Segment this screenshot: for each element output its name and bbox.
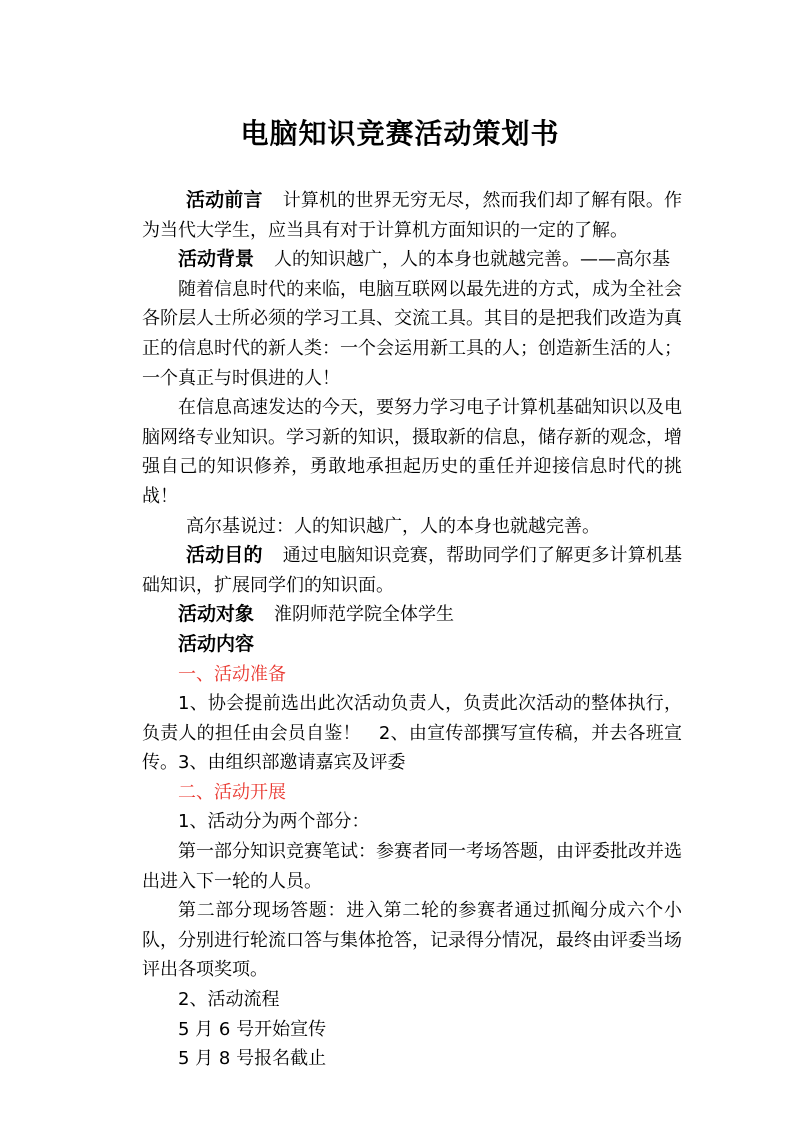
section2-item1: 1、活动分为两个部分： [178, 811, 370, 833]
section2-heading: 二、活动开展 [178, 781, 286, 803]
section1-heading: 一、活动准备 [178, 663, 286, 685]
preface-text: 计算机的世界无穷无尽，然而我们却了解有限。作为当代大学生，应当具有对于计算机方面知识的一定的了解。 [142, 190, 682, 241]
preface-paragraph [142, 186, 682, 245]
background-p1: 随着信息时代的来临，电脑互联网以最先进的方式，成为全社会各阶层人士所必须的学习工具、交流工具。其目的是把我们改造为真正的信息时代的新人类：一个会运用新工具的人；创造新生活的人；一个真正与时俱进的人！ [142, 278, 682, 389]
background-label: 活动背景 [178, 248, 255, 271]
schedule-item-1: 5 月 6 号开始宣传 [178, 1018, 327, 1040]
background-p3: 高尔基说过：人的知识越广，人的本身也就越完善。 [186, 515, 600, 537]
background-p2: 在信息高速发达的今天，要努力学习电子计算机基础知识以及电脑网络专业知识。学习新的知识，摄取新的信息，储存新的观念，增强自己的知识修养，勇敢地承担起历史的重任并迎接信息时代的挑战！ [142, 397, 682, 507]
schedule-item-2: 5 月 8 号报名截止 [178, 1048, 327, 1070]
preface-label: 活动前言 [186, 189, 263, 211]
target-text: 淮阴师范学院全体学生 [274, 604, 455, 626]
background-quote: 人的知识越广，人的本身也就越完善。——高尔基 [274, 249, 671, 271]
purpose-text: 通过电脑知识竞赛，帮助同学们了解更多计算机基础知识，扩展同学们的知识面。 [142, 545, 682, 596]
target-label: 活动对象 [178, 603, 255, 626]
document-title: 电脑知识竞赛活动策划书 [240, 117, 560, 150]
content-label: 活动内容 [178, 632, 255, 655]
target-paragraph [142, 600, 682, 630]
section2-part1: 第一部分知识竞赛笔试：参赛者同一考场答题，由评委批改并选出进入下一轮的人员。 [142, 841, 682, 892]
section2-part2: 第二部分现场答题：进入第二轮的参赛者通过抓阄分成六个小队，分别进行轮流口答与集体抢答，记录得分情况，最终由评委当场评出各项奖项。 [142, 900, 682, 981]
document-body [142, 186, 682, 1074]
purpose-paragraph [142, 541, 682, 600]
background-paragraph [142, 245, 682, 275]
section2-item2: 2、活动流程 [178, 989, 280, 1011]
section1-text: 1、协会提前选出此次活动负责人，负责此次活动的整体执行，负责人的担任由会员自鉴！ 2、由宣传部撰写宣传稿，并去各班宣传。3、由组织部邀请嘉宾及评委 [142, 693, 682, 774]
purpose-label: 活动目的 [186, 544, 263, 567]
